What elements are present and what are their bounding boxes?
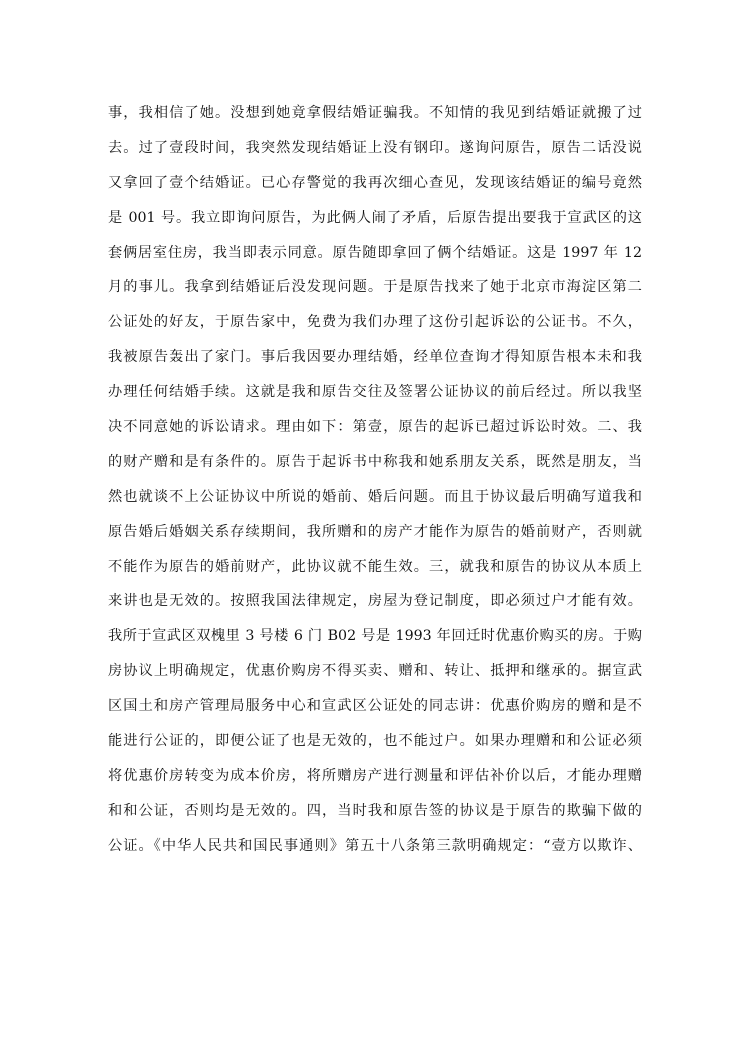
text-line: 公证。《中华人民共和国民事通则》第五十八条第三款明确规定：“壹方以欺诈、 [108,837,642,854]
text-line: 去。过了壹段时间，我突然发现结婚证上没有钢印。遂询问原告，原告二话没说 [108,139,642,156]
text-line: 和和公证，否则均是无效的。四，当时我和原告签的协议是于原告的欺骗下做的 [108,802,642,819]
text-line: 原告婚后婚姻关系存续期间，我所赠和的房产才能作为原告的婚前财产，否则就 [108,523,642,540]
text-line: 能进行公证的，即便公证了也是无效的，也不能过户。如果办理赠和和公证必须 [108,733,642,750]
text-line: 区国土和房产管理局服务中心和宣武区公证处的同志讲：优惠价购房的赠和是不 [108,698,642,715]
text-line: 不能作为原告的婚前财产，此协议就不能生效。三，就我和原告的协议从本质上 [108,558,642,575]
text-line: 房协议上明确规定，优惠价购房不得买卖、赠和、转让、抵押和继承的。据宣武 [108,663,642,680]
text-line: 来讲也是无效的。按照我国法律规定，房屋为登记制度，即必须过户才能有效。 [108,593,642,610]
text-line: 事，我相信了她。没想到她竟拿假结婚证骗我。不知情的我见到结婚证就搬了过 [108,105,642,121]
text-line: 办理任何结婚手续。这就是我和原告交往及签署公证协议的前后经过。所以我坚 [108,384,642,401]
text-line: 公证处的好友，于原告家中，免费为我们办理了这份引起诉讼的公证书。不久， [108,314,642,331]
text-line: 我被原告轰出了家门。事后我因要办理结婚，经单位查询才得知原告根本未和我 [108,349,642,366]
body-text [108,96,642,864]
text-line: 将优惠价房转变为成本价房，将所赠房产进行测量和评估补价以后，才能办理赠 [108,767,642,784]
text-line: 套俩居室住房，我当即表示同意。原告随即拿回了俩个结婚证。这是 1997 年 12 [108,244,642,261]
text-line: 然也就谈不上公证协议中所说的婚前、婚后问题。而且于协议最后明确写道我和 [108,488,642,505]
text-line: 是 001 号。我立即询问原告，为此俩人闹了矛盾，后原告提出要我于宣武区的这 [108,209,642,226]
text-line: 月的事儿。我拿到结婚证后没发现问题。于是原告找来了她于北京市海淀区第二 [108,279,642,296]
text-line: 决不同意她的诉讼请求。理由如下：第壹，原告的起诉已超过诉讼时效。二、我 [108,419,642,436]
text-line: 的财产赠和是有条件的。原告于起诉书中称我和她系朋友关系，既然是朋友，当 [108,453,642,470]
text-line: 我所于宣武区双槐里 3 号楼 6 门 B02 号是 1993 年回迁时优惠价购买的房。于购 [108,628,642,645]
text-line: 又拿回了壹个结婚证。已心存警觉的我再次细心查见，发现该结婚证的编号竟然 [108,174,642,191]
